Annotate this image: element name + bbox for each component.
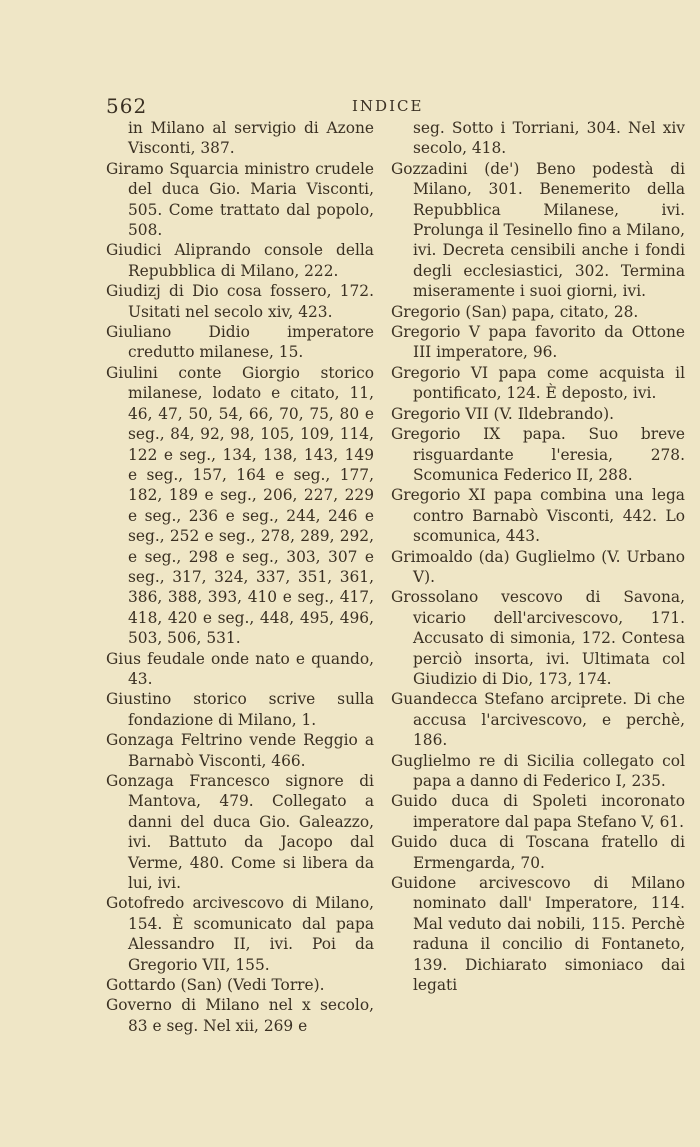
index-entry: Guido duca di Spoleti incoronato imperatore dal papa Stefano V, 61. bbox=[391, 792, 685, 831]
index-entry: Giulini conte Giorgio storico milanese, lodato e citato, 11, 46, 47, 50, 54, 66, 70, 75, 80 e seg., 84, 92, 98, 105, 109, 114, 122 e seg., 134, 138, 143, 149 e seg., 157, 164 e seg., 177, 182, 189 e seg., 206, 227, 229 e seg., 236 e seg., 244, 246 e seg., 252 e seg., 278, 289, 292, e seg., 298 e seg., 303, 307 e seg., 317, 324, 337, 351, 361, 386, 388, 393, 410 e seg., 417, 418, 420 e seg., 448, 495, 496, 503, 506, 531. bbox=[106, 363, 374, 648]
index-entry: Gozzadini (de') Beno podestà di Milano, 301. Benemerito della Repubblica Milanese, ivi. Prolunga il Tesinello fino a Milano, ivi. Decreta censibili anche i fondi degli ecclesiastici, 302. Termina miseramente i suoi giorni, ivi. bbox=[391, 159, 685, 301]
index-column-left bbox=[106, 118, 374, 1036]
index-entry: Giuliano Didio imperatore credutto milanese, 15. bbox=[106, 323, 374, 362]
index-entry: Gotofredo arcivescovo di Milano, 154. È scomunicato dal papa Alessandro II, ivi. Poi da Gregorio VII, 155. bbox=[106, 894, 374, 974]
index-entry: Gregorio V papa favorito da Ottone III imperatore, 96. bbox=[391, 323, 685, 362]
index-entry: Guidone arcivescovo di Milano nominato dall' Imperatore, 114. Mal veduto dai nobili, 115. Perchè raduna il concilio di Fontaneto, 139. Dichiarato simoniaco dai legati bbox=[391, 874, 685, 995]
index-entry: Giudici Aliprando console della Repubblica di Milano, 222. bbox=[106, 241, 374, 280]
index-entry: Governo di Milano nel x secolo, 83 e seg. Nel xii, 269 e bbox=[106, 996, 374, 1035]
index-entry: Guglielmo re di Sicilia collegato col papa a danno di Federico I, 235. bbox=[391, 751, 685, 790]
running-head: INDICE bbox=[352, 97, 424, 115]
index-entry: seg. Sotto i Torriani, 304. Nel xiv secolo, 418. bbox=[413, 119, 685, 158]
page-number: 562 bbox=[106, 94, 148, 118]
index-entry: Gregorio XI papa combina una lega contro Barnabò Visconti, 442. Lo scomunica, 443. bbox=[391, 486, 685, 546]
index-entry: Giramo Squarcia ministro crudele del duca Gio. Maria Visconti, 505. Come trattato dal popolo, 508. bbox=[106, 159, 374, 240]
index-entry: Gonzaga Feltrino vende Reggio a Barnabò Visconti, 466. bbox=[106, 731, 374, 770]
index-entry: Gregorio (San) papa, citato, 28. bbox=[391, 302, 639, 321]
index-entry: Gregorio IX papa. Suo breve risguardante l'eresia, 278. Scomunica Federico II, 288. bbox=[391, 425, 685, 484]
index-entry: Gottardo (San) (Vedi Torre). bbox=[106, 976, 325, 995]
index-entry: Giudizj di Dio cosa fossero, 172. Usitati nel secolo xiv, 423. bbox=[106, 282, 374, 321]
index-entry: Grimoaldo (da) Guglielmo (V. Urbano V). bbox=[391, 547, 685, 586]
index-entry: Gregorio VII (V. Ildebrando). bbox=[391, 404, 614, 423]
index-entry: Gius feudale onde nato e quando, 43. bbox=[106, 649, 374, 688]
index-entry: in Milano al servigio di Azone Visconti, 387. bbox=[128, 119, 374, 158]
index-entry: Grossolano vescovo di Savona, vicario dell'arcivescovo, 171. Accusato di simonia, 172. Contesa perciò insorta, ivi. Ultimata col Giudizio di Dio, 173, 174. bbox=[391, 588, 685, 688]
index-entry: Gregorio VI papa come acquista il pontificato, 124. È deposto, ivi. bbox=[391, 363, 685, 403]
index-entry: Guido duca di Toscana fratello di Ermengarda, 70. bbox=[391, 833, 685, 872]
index-column-right bbox=[391, 118, 685, 995]
index-entry: Guandecca Stefano arciprete. Di che accusa l'arcivescovo, e perchè, 186. bbox=[391, 690, 685, 750]
index-entry: Giustino storico scrive sulla fondazione di Milano, 1. bbox=[106, 690, 374, 729]
index-entry: Gonzaga Francesco signore di Mantova, 479. Collegato a danni del duca Gio. Galeazzo, ivi. Battuto da Jacopo dal Verme, 480. Come si libera da lui, ivi. bbox=[106, 772, 374, 893]
